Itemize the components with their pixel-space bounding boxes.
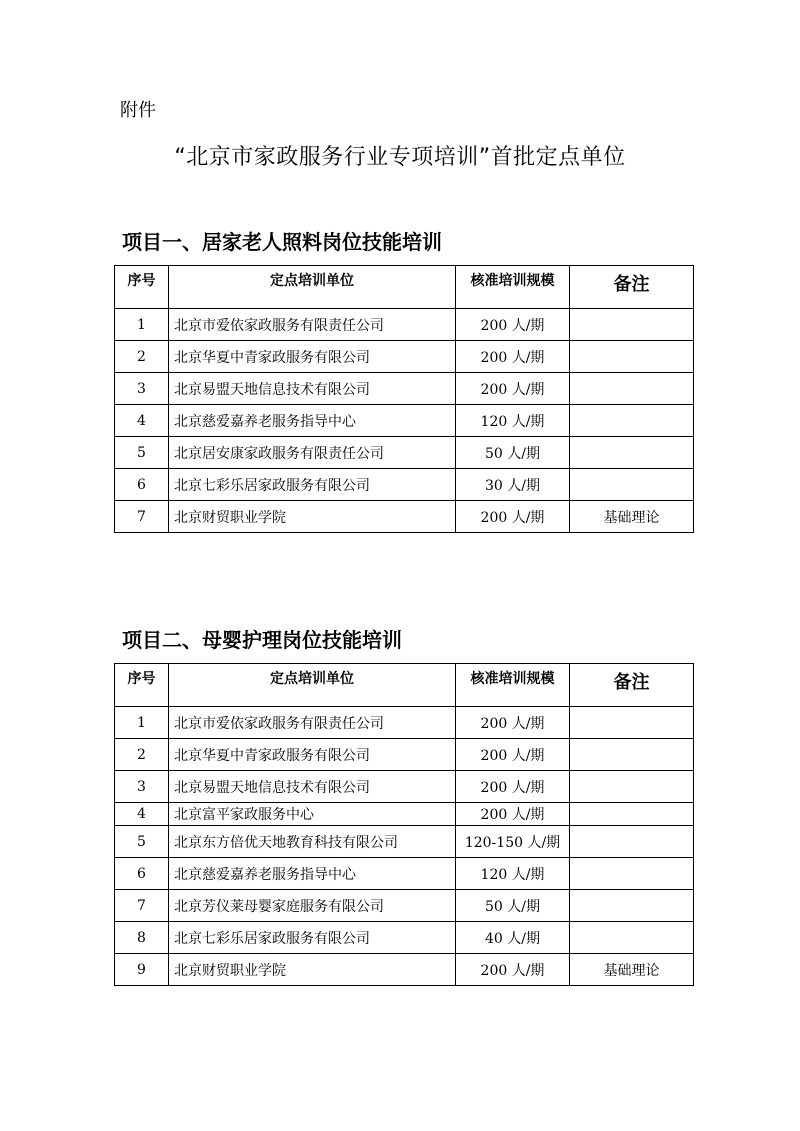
table-row [115,707,694,739]
table-row [115,341,694,373]
table-row [115,739,694,771]
cell-remark [570,707,694,739]
cell-unit: 北京七彩乐居家政服务有限公司 [169,469,456,501]
cell-remark [570,341,694,373]
cell-remark [570,858,694,890]
cell-no: 1 [115,707,169,739]
cell-scale: 200 人/期 [456,954,570,986]
attachment-label: 附件 [120,100,156,121]
cell-scale: 50 人/期 [456,437,570,469]
table-row [115,373,694,405]
cell-no: 4 [115,803,169,826]
cell-scale: 200 人/期 [456,771,570,803]
cell-scale: 200 人/期 [456,341,570,373]
cell-no: 2 [115,739,169,771]
table-row [115,890,694,922]
cell-unit: 北京财贸职业学院 [169,954,456,986]
cell-remark [570,739,694,771]
header-unit: 定点培训单位 [169,664,456,707]
table-row [115,803,694,826]
cell-no: 5 [115,437,169,469]
cell-scale: 200 人/期 [456,803,570,826]
cell-remark [570,803,694,826]
cell-scale: 40 人/期 [456,922,570,954]
header-remark: 备注 [570,664,694,707]
section-title-project-1: 项目一、居家老人照料岗位技能培训 [122,230,442,254]
header-no: 序号 [115,664,169,707]
document-title: “北京市家政服务行业专项培训”首批定点单位 [174,145,626,170]
header-remark: 备注 [570,266,694,309]
cell-remark [570,437,694,469]
table-row [115,858,694,890]
cell-unit: 北京财贸职业学院 [169,501,456,533]
cell-remark [570,890,694,922]
cell-no: 8 [115,922,169,954]
header-unit: 定点培训单位 [169,266,456,309]
cell-remark [570,922,694,954]
cell-no: 5 [115,826,169,858]
table-row [115,437,694,469]
cell-scale: 200 人/期 [456,739,570,771]
section-title-project-2: 项目二、母婴护理岗位技能培训 [122,628,402,652]
cell-unit: 北京易盟天地信息技术有限公司 [169,373,456,405]
cell-remark: 基础理论 [570,954,694,986]
cell-unit: 北京富平家政服务中心 [169,803,456,826]
cell-unit: 北京慈爱嘉养老服务指导中心 [169,405,456,437]
header-scale: 核准培训规模 [456,664,570,707]
table-row [115,954,694,986]
cell-unit: 北京芳仪莱母婴家庭服务有限公司 [169,890,456,922]
table-header-row [115,266,694,309]
training-units-table-project-1 [114,265,694,533]
cell-no: 6 [115,858,169,890]
table-row [115,501,694,533]
cell-no: 9 [115,954,169,986]
training-units-table-project-2 [114,663,694,986]
table-header-row [115,664,694,707]
cell-remark [570,309,694,341]
cell-scale: 200 人/期 [456,373,570,405]
cell-unit: 北京华夏中青家政服务有限公司 [169,341,456,373]
cell-unit: 北京七彩乐居家政服务有限公司 [169,922,456,954]
table-row [115,771,694,803]
table-row [115,922,694,954]
cell-unit: 北京易盟天地信息技术有限公司 [169,771,456,803]
cell-remark [570,826,694,858]
cell-remark [570,405,694,437]
table-row [115,826,694,858]
cell-scale: 120 人/期 [456,858,570,890]
cell-unit: 北京东方倍优天地教育科技有限公司 [169,826,456,858]
cell-scale: 120-150 人/期 [456,826,570,858]
table-row [115,309,694,341]
cell-remark [570,771,694,803]
cell-unit: 北京市爱依家政服务有限责任公司 [169,707,456,739]
cell-scale: 200 人/期 [456,707,570,739]
header-no: 序号 [115,266,169,309]
cell-remark [570,469,694,501]
cell-no: 2 [115,341,169,373]
cell-remark [570,373,694,405]
cell-scale: 200 人/期 [456,309,570,341]
cell-scale: 120 人/期 [456,405,570,437]
cell-scale: 50 人/期 [456,890,570,922]
cell-unit: 北京居安康家政服务有限责任公司 [169,437,456,469]
table-row [115,405,694,437]
cell-unit: 北京市爱依家政服务有限责任公司 [169,309,456,341]
cell-no: 3 [115,373,169,405]
table-row [115,469,694,501]
cell-no: 6 [115,469,169,501]
cell-unit: 北京慈爱嘉养老服务指导中心 [169,858,456,890]
header-scale: 核准培训规模 [456,266,570,309]
cell-no: 7 [115,890,169,922]
cell-no: 7 [115,501,169,533]
cell-scale: 30 人/期 [456,469,570,501]
cell-scale: 200 人/期 [456,501,570,533]
cell-no: 4 [115,405,169,437]
cell-no: 3 [115,771,169,803]
cell-remark: 基础理论 [570,501,694,533]
cell-unit: 北京华夏中青家政服务有限公司 [169,739,456,771]
cell-no: 1 [115,309,169,341]
